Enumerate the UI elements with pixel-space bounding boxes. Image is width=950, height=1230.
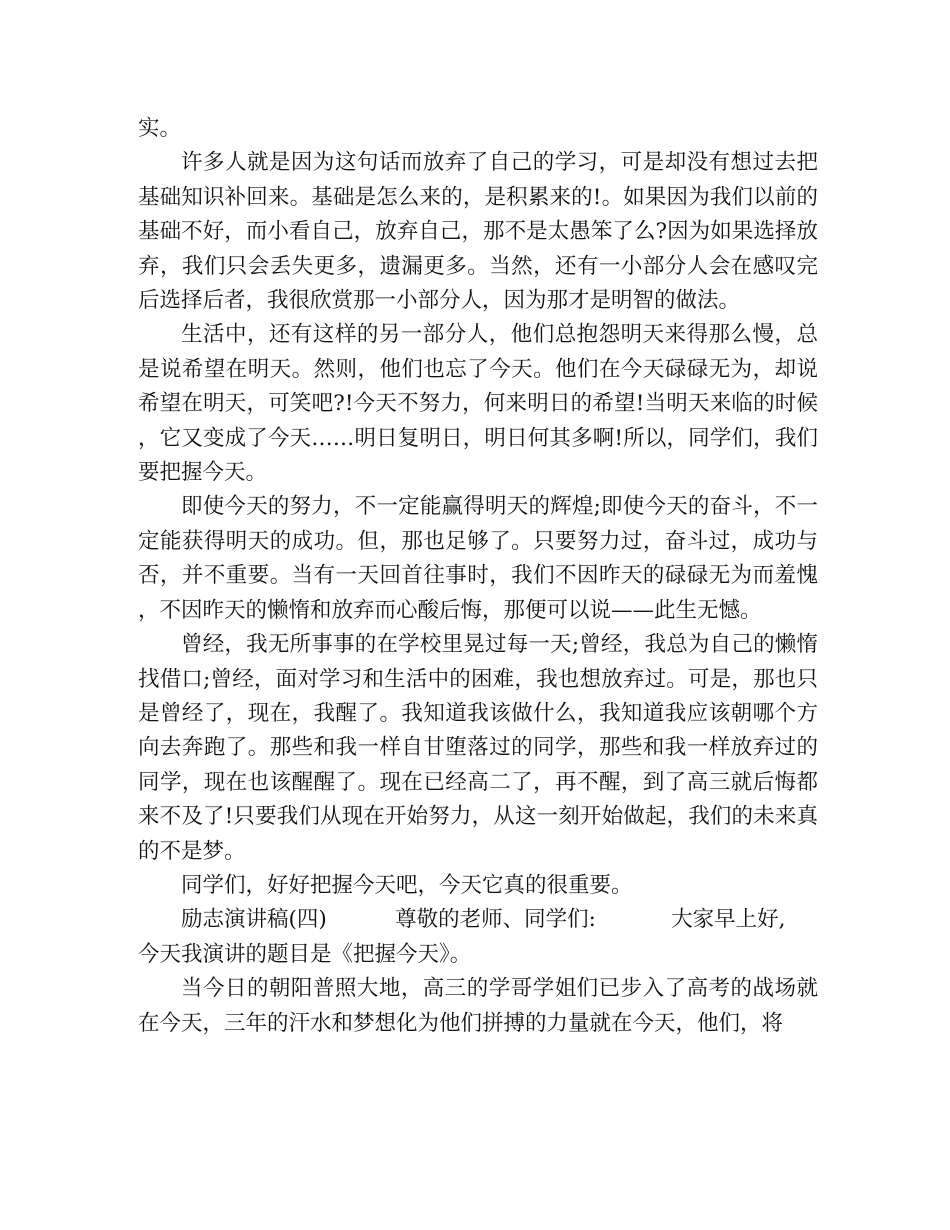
paragraph-effort: 即使今天的努力，不一定能赢得明天的辉煌;即使今天的奋斗，不一定能获得明天的成功。但，那也足够了。只要努力过，奋斗过，成功与否，并不重要。当有一天回首往事时，我们不因昨天的碌碌无为而羞愧，不因昨天的懒惰和放弃而心酸后悔，那便可以说——此生无憾。 [138, 494, 818, 623]
paragraph-basics: 许多人就是因为这句话而放弃了自己的学习，可是却没有想过去把基础知识补回来。基础是怎么来的，是积累来的!。如果因为我们以前的基础不好，而小看自己，放弃自己，那不是太愚笨了么?因为如果选择放弃，我们只会丢失更多，遗漏更多。当然，还有一小部分人会在感叹完后选择后者，我很欣赏那一小部分人，因为那才是明智的做法。 [138, 150, 818, 314]
paragraph-cherish-today: 同学们，好好把握今天吧，今天它真的很重要。 [181, 872, 633, 898]
paragraph-tomorrow: 生活中，还有这样的另一部分人，他们总抱怨明天来得那么慢，总是说希望在明天。然则，他们也忘了今天。他们在今天碌碌无为，却说希望在明天，可笑吧?!今天不努力，何来明日的希望!当明天来临的时候，它又变成了今天……明日复明日，明日何其多啊!所以，同学们，我们要把握今天。 [138, 322, 818, 486]
document-body [138, 112, 818, 1041]
paragraph-continuation: 实。 [138, 116, 182, 141]
speech-salutation: 尊敬的老师、同学们: [395, 907, 596, 933]
speech-title: 励志演讲稿(四) [181, 907, 327, 933]
speech-topic: 今天我演讲的题目是《把握今天》。 [138, 941, 472, 967]
paragraph-once: 曾经，我无所事事的在学校里晃过每一天;曾经，我总为自己的懒惰找借口;曾经，面对学习和生活中的困难，我也想放弃过。可是，那也只是曾经了，现在，我醒了。我知道我该做什么，我知道我应该朝哪个方向去奔跑了。那些和我一样自甘堕落过的同学，那些和我一样放弃过的同学，现在也该醒醒了。现在已经高二了，再不醒，到了高三就后悔都来不及了!只要我们从现在开始努力，从这一刻开始做起，我们的未来真的不是梦。 [138, 632, 818, 864]
speech-heading-line [138, 903, 818, 937]
paragraph-morning-sun: 当今日的朝阳普照大地，高三的学哥学姐们已步入了高考的战场就在今天，三年的汗水和梦想化为他们拼搏的力量就在今天，他们，将 [138, 976, 818, 1036]
speech-greeting: 大家早上好, [671, 907, 786, 933]
